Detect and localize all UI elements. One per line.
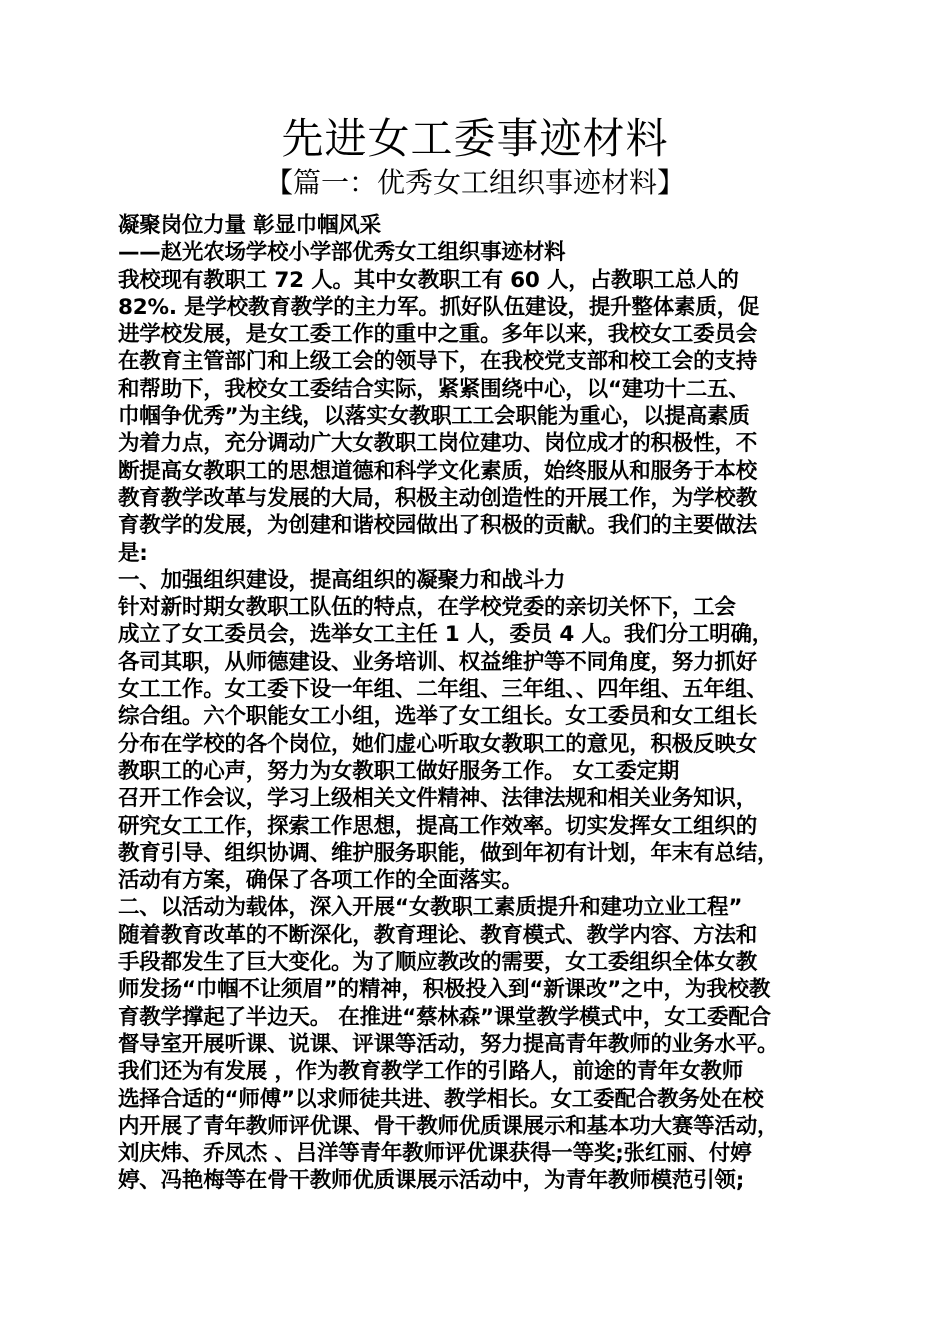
paragraph-line: 82%. 是学校教育教学的主力军。抓好队伍建设，提升整体素质，促 <box>118 294 760 320</box>
paragraph-line: 女工工作。女工委下设一年组、二年组、三年组、、四年组、五年组、 <box>118 677 768 703</box>
paragraph-line: 我们还为有发展 ，作为教育教学工作的引路人，前途的青年女教师 <box>118 1059 743 1085</box>
paragraph-line: 育教学撑起了半边天。 在推进“蔡林森”课堂教学模式中，女工委配合 <box>118 1004 771 1030</box>
document-title: 先进女工委事迹材料 <box>281 114 669 163</box>
paragraph-line: 断提高女教职工的思想道德和科学文化素质，始终服从和服务于本校 <box>118 458 758 484</box>
paragraph-line: 刘庆炜、乔凤杰 、吕洋等青年教师评优课获得一等奖;张红丽、付婷 <box>118 1141 752 1167</box>
paragraph-line: 进学校发展，是女工委工作的重中之重。多年以来，我校女工委员会 <box>118 322 758 348</box>
document-body <box>118 212 840 1195</box>
paragraph-line: 是: <box>118 540 148 566</box>
paragraph-line: 婷、冯艳梅等在骨干教师优质课展示活动中，为青年教师模范引领; <box>118 1168 745 1194</box>
paragraph-line: 师发扬“巾帼不让须眉”的精神，积极投入到“新课改”之中，为我校教 <box>118 977 771 1003</box>
section-subheading: ——赵光农场学校小学部优秀女工组织事迹材料 <box>118 240 566 266</box>
section-heading-2: 二、以活动为载体，深入开展“女教职工素质提升和建功立业工程” <box>118 895 743 921</box>
section-heading-1: 一、加强组织建设，提高组织的凝聚力和战斗力 <box>118 567 566 593</box>
paragraph-line: 在教育主管部门和上级工会的领导下，在我校党支部和校工会的支持 <box>118 349 758 375</box>
paragraph-line: 内开展了青年教师评优课、骨干教师优质课展示和基本功大赛等活动， <box>118 1113 779 1139</box>
paragraph-line: 综合组。六个职能女工小组，选举了女工组长。女工委员和女工组长 <box>118 704 758 730</box>
paragraph-line: 教职工的心声，努力为女教职工做好服务工作。 女工委定期 <box>118 758 680 784</box>
paragraph-line: 我校现有教职工 72 人。其中女教职工有 60 人，占教职工总人的 <box>118 267 739 293</box>
paragraph-line: 随着教育改革的不断深化，教育理论、教育模式、教学内容、方法和 <box>118 922 758 948</box>
paragraph-line: 为着力点，充分调动广大女教职工岗位建功、岗位成才的积极性，不 <box>118 431 758 457</box>
paragraph-line: 督导室开展听课、说课、评课等活动，努力提高青年教师的业务水平。 <box>118 1031 779 1057</box>
paragraph-line: 巾帼争优秀”为主线，以落实女教职工工会职能为重心，以提高素质 <box>118 404 750 430</box>
paragraph-line: 召开工作会议，学习上级相关文件精神、法律法规和相关业务知识， <box>118 786 758 812</box>
paragraph-line: 育教学的发展，为创建和谐校园做出了积极的贡献。我们的主要做法 <box>118 513 758 539</box>
paragraph-line: 和帮助下，我校女工委结合实际，紧紧围绕中心，以“建功十二五、 <box>118 376 750 402</box>
paragraph-line: 针对新时期女教职工队伍的特点，在学校党委的亲切关怀下，工会 <box>118 595 736 621</box>
document-subtitle: 【篇一：优秀女工组织事迹材料】 <box>264 166 685 199</box>
paragraph-line: 手段都发生了巨大变化。为了顺应教改的需要，女工委组织全体女教 <box>118 950 758 976</box>
paragraph-line: 研究女工工作，探索工作思想，提高工作效率。切实发挥女工组织的 <box>118 813 758 839</box>
paragraph-line: 活动有方案，确保了各项工作的全面落实。 <box>118 868 523 894</box>
paragraph-line: 成立了女工委员会，选举女工主任 1 人，委员 4 人。我们分工明确， <box>118 622 774 648</box>
paragraph-line: 分布在学校的各个岗位，她们虚心听取女教职工的意见，积极反映女 <box>118 731 758 757</box>
paragraph-line: 教育引导、组织协调、维护服务职能，做到年初有计划，年末有总结， <box>118 840 779 866</box>
paragraph-line: 各司其职，从师德建设、业务培训、权益维护等不同角度，努力抓好 <box>118 649 758 675</box>
section-heading: 凝聚岗位力量 彰显巾帼风采 <box>118 213 381 238</box>
paragraph-line: 选择合适的“师傅”以求师徒共进、教学相长。女工委配合教务处在校 <box>118 1086 764 1112</box>
paragraph-line: 教育教学改革与发展的大局，积极主动创造性的开展工作，为学校教 <box>118 485 758 511</box>
